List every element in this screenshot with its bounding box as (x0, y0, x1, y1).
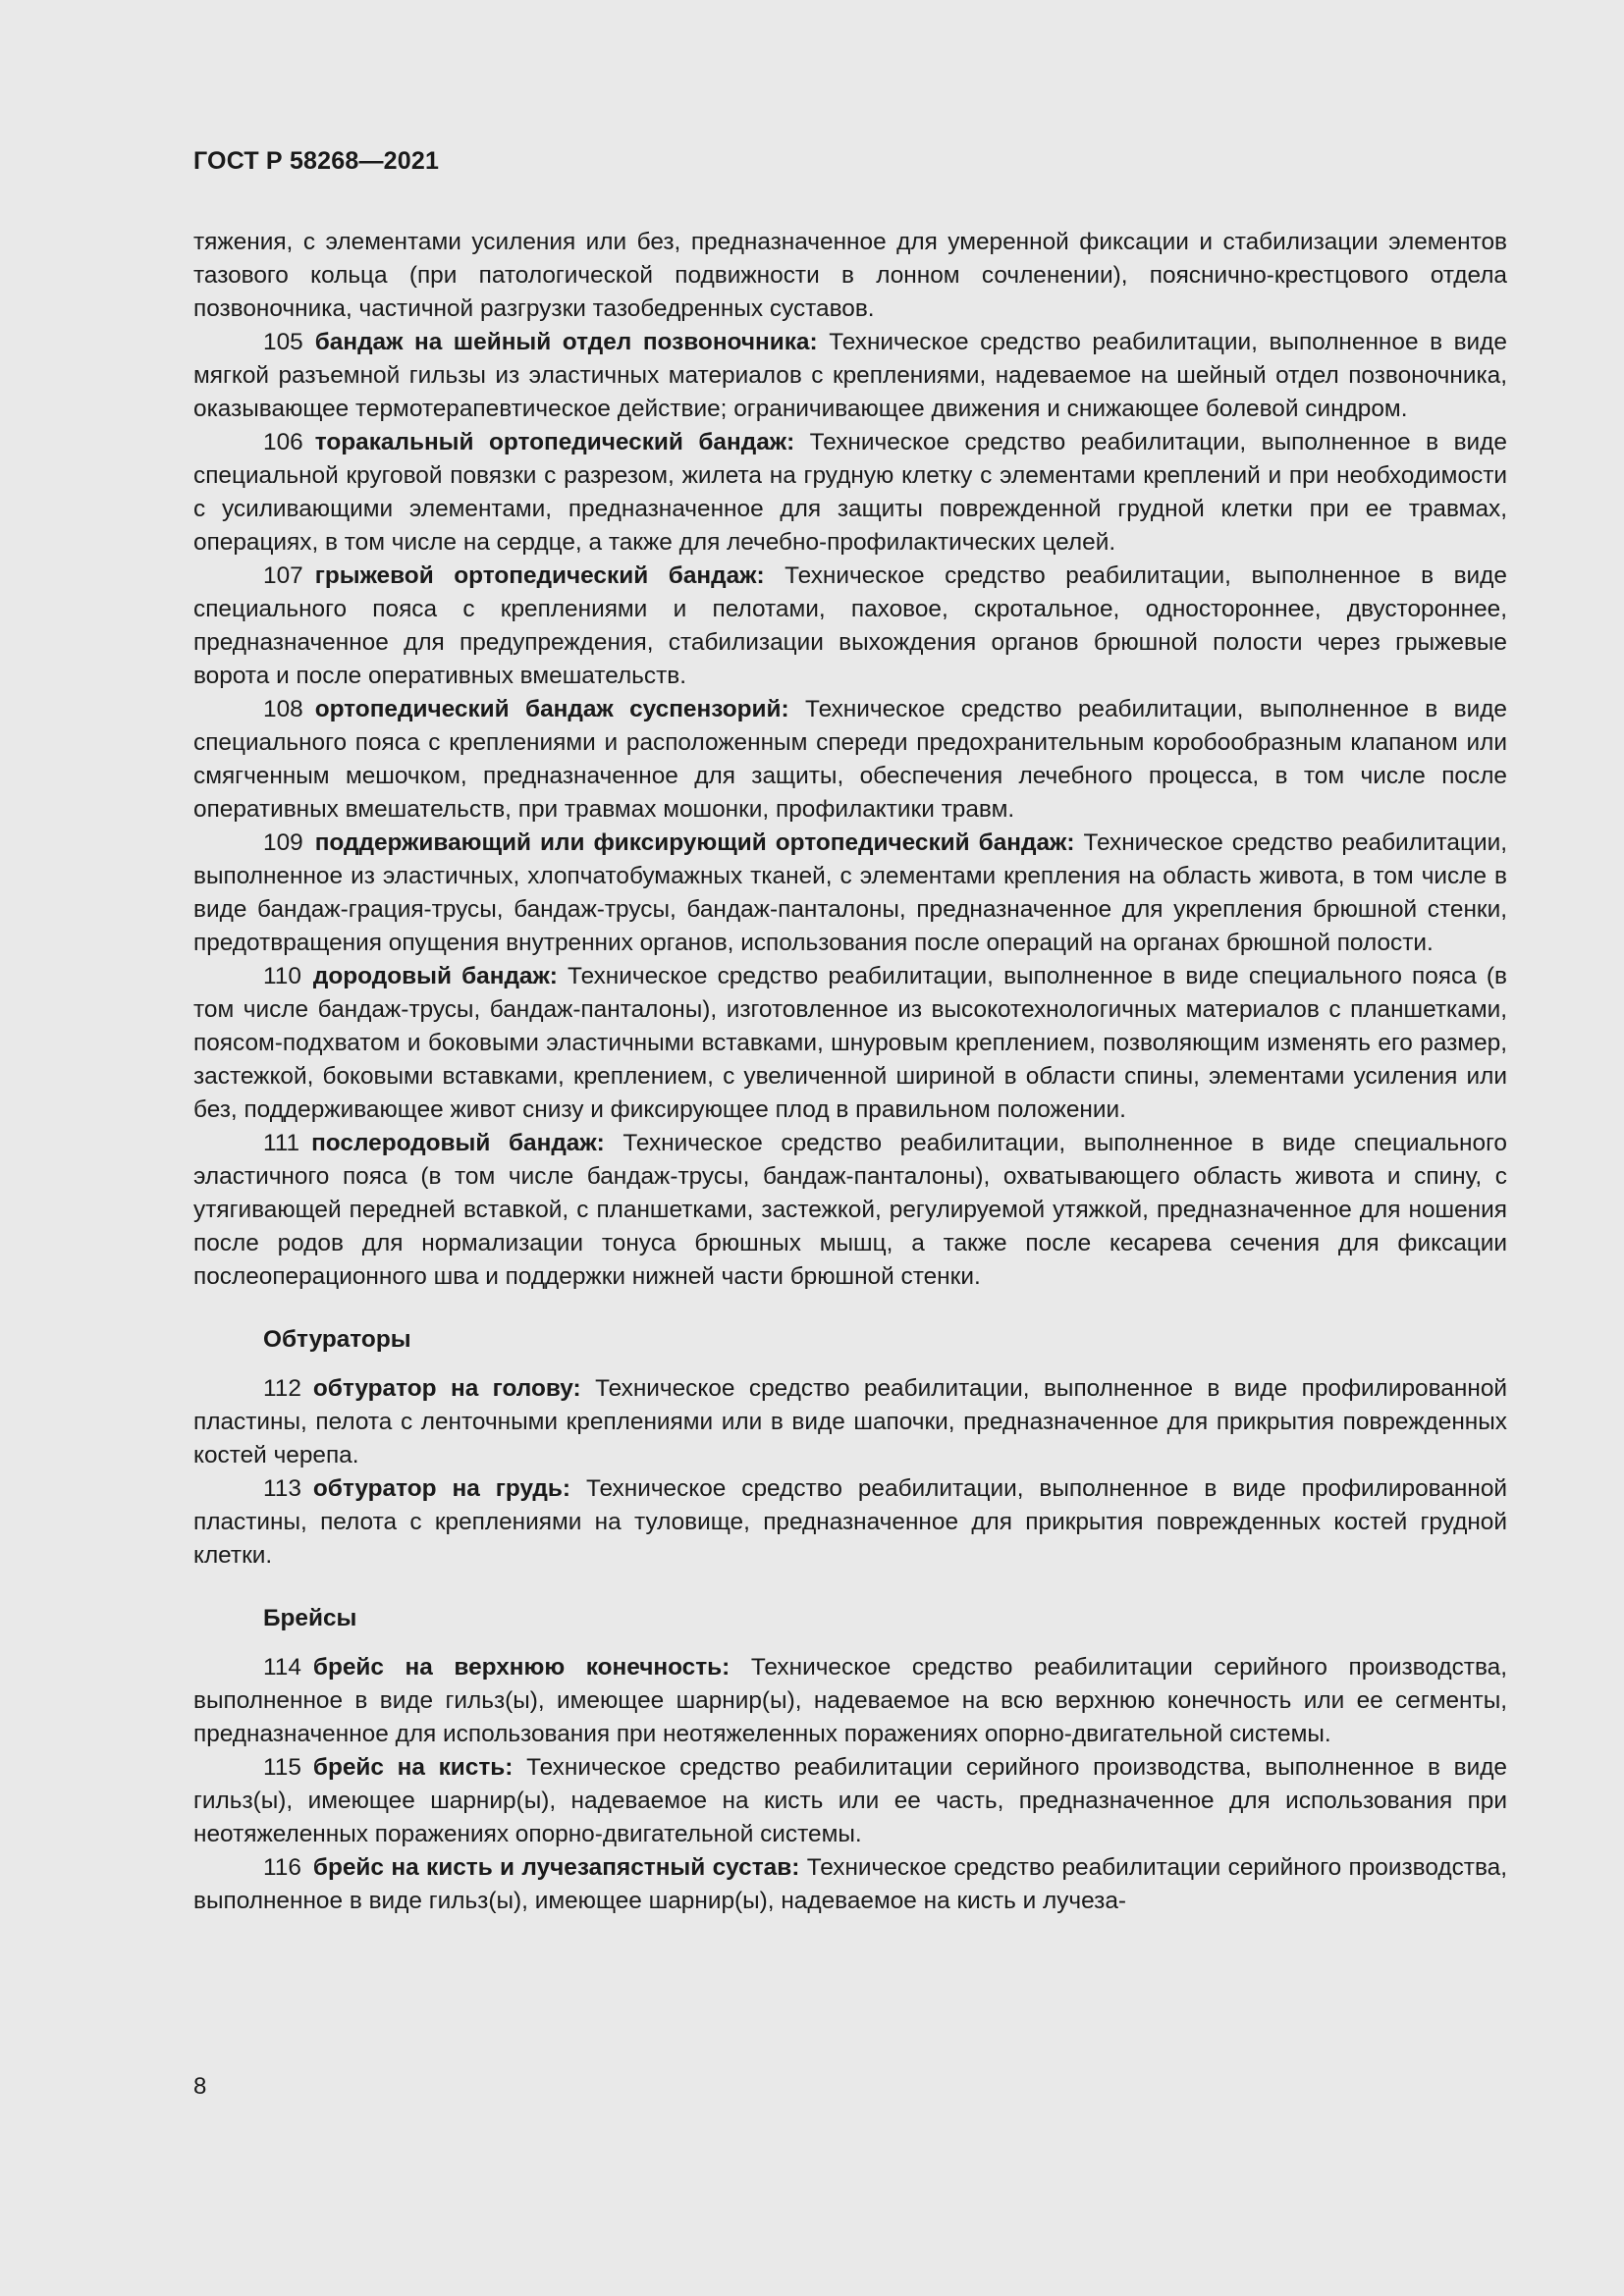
entry-definition: Техническое средство реабилитации, выполненное в виде специального эластичного пояса (в том числе бандаж-трусы, бандаж-панталоны), охватывающего область живота и спину, с утягивающей передней вставкой, с планшетками, застежкой, регулируемой утяжкой, предназначенное для ношения после родов для нормализации тонуса брюшных мышц, а также после кесарева сечения для фиксации послеоперационного шва и поддержки нижней части брюшной стенки. (193, 1130, 1507, 1290)
term-entry-105 (193, 326, 1507, 426)
entry-definition: Техническое средство реабилитации серийного производства, выполненное в виде гильз(ы), имеющее шарнир(ы), надеваемое на всю верхнюю конечность или ее сегменты, предназначенное для использования при неотяжеленных поражениях опорно-двигательной системы. (193, 1654, 1507, 1747)
document-body (193, 226, 1507, 1918)
entry-number: 113 (263, 1475, 301, 1502)
entry-definition: Техническое средство реабилитации, выполненное в виде профилированной пластины, пелота с креплениями на туловище, предназначенное для прикрытия поврежденных костей грудной клетки. (193, 1475, 1508, 1569)
term-entry-115 (193, 1751, 1507, 1851)
term-entry-116 (193, 1851, 1507, 1918)
entry-term: послеродовый бандаж: (311, 1130, 605, 1156)
entry-number: 109 (263, 829, 303, 856)
term-entry-111 (193, 1127, 1507, 1294)
entry-definition: Техническое средство реабилитации, выполненное в виде специального пояса (в том числе бандаж-трусы, бандаж-панталоны), изготовленное из высокотехнологичных материалов с планшетками, поясом-подхватом и боковыми эластичными вставками, шнуровым креплением, позволяющим изменять его размер, застежкой, боковыми вставками, креплением, с увеличенной шириной в области спины, элементами усиления или без, поддерживающее живот снизу и фиксирующее плод в правильном положении. (193, 963, 1507, 1123)
term-entry-107 (193, 560, 1507, 693)
entry-term: обтуратор на голову: (312, 1375, 581, 1402)
entry-number: 110 (263, 963, 301, 989)
entry-number: 116 (263, 1854, 301, 1881)
entry-term: дородовый бандаж: (312, 963, 558, 989)
entry-term: брейс на кисть и лучезапястный сустав: (312, 1854, 800, 1881)
entry-definition: Техническое средство реабилитации, выполненное в виде специальной круговой повязки с разрезом, жилета на грудную клетку с элементами креплений и при необходимости с усиливающими элементами, предназначенное для защиты поврежденной грудной клетки при ее травмах, операциях, в том числе на сердце, а также для лечебно-профилактических целей. (193, 429, 1507, 556)
continuation-paragraph: тяжения, с элементами усиления или без, предназначенное для умеренной фиксации и стабилизации элементов тазового кольца (при патологической подвижности в лонном сочленении), пояснично-крестцового отдела позвоночника, частичной разгрузки тазобедренных суставов. (193, 229, 1507, 322)
entry-number: 112 (263, 1375, 301, 1402)
entry-definition: Техническое средство реабилитации, выполненное из эластичных, хлопчатобумажных тканей, с элементами крепления на область живота, в том числе в виде бандаж-грация-трусы, бандаж-трусы, бандаж-панталоны, предназначенное для укрепления брюшной стенки, предотвращения опущения внутренних органов, использования после операций на органах брюшной полости. (193, 829, 1507, 956)
document-header: ГОСТ Р 58268—2021 (193, 147, 440, 175)
entry-term: ортопедический бандаж суспензорий: (314, 696, 789, 722)
term-entry-106 (193, 426, 1507, 560)
entry-definition: Техническое средство реабилитации серийного производства, выполненное в виде гильз(ы), имеющее шарнир(ы), надеваемое на кисть или ее часть, предназначенное для использования при неотяжеленных поражениях опорно-двигательной системы. (193, 1754, 1507, 1847)
entry-term: брейс на кисть: (312, 1754, 514, 1781)
entry-definition: Техническое средство реабилитации, выполненное в виде мягкой разъемной гильзы из эластичных материалов с креплениями, надеваемое на шейный отдел позвоночника, оказывающее термотерапевтическое действие; ограничивающее движения и снижающее болевой синдром. (193, 329, 1507, 422)
entry-definition: Техническое средство реабилитации серийного производства, выполненное в виде гильз(ы), имеющее шарнир(ы), надеваемое на кисть и лучеза- (193, 1854, 1507, 1914)
entry-term: грыжевой ортопедический бандаж: (314, 562, 765, 589)
entry-number: 107 (263, 562, 303, 589)
entry-number: 111 (263, 1130, 300, 1156)
term-entry-114 (193, 1651, 1507, 1751)
entry-number: 105 (263, 329, 303, 355)
section-heading-braces: Брейсы (263, 1605, 357, 1631)
entry-term: обтуратор на грудь: (312, 1475, 571, 1502)
entry-number: 115 (263, 1754, 301, 1781)
term-entry-112 (193, 1372, 1507, 1472)
entry-term: торакальный ортопедический бандаж: (314, 429, 795, 455)
page-number: 8 (193, 2073, 207, 2100)
term-entry-110 (193, 960, 1507, 1127)
entry-number: 114 (263, 1654, 301, 1681)
entry-term: брейс на верхнюю конечность: (312, 1654, 731, 1681)
section-heading-obturators: Обтураторы (263, 1326, 411, 1353)
entry-definition: Техническое средство реабилитации, выполненное в виде специального пояса с креплениями и расположенным спереди предохранительным коробообразным клапаном или смягченным мешочком, предназначенное для защиты, обеспечения лечебного процесса, в том числе после оперативных вмешательств, при травмах мошонки, профилактики травм. (193, 696, 1507, 823)
entry-number: 108 (263, 696, 303, 722)
entry-definition: Техническое средство реабилитации, выполненное в виде специального пояса с креплениями и пелотами, паховое, скротальное, одностороннее, двустороннее, предназначенное для предупреждения, стабилизации выхождения органов брюшной полости через грыжевые ворота и после оперативных вмешательств. (193, 562, 1507, 689)
entry-term: поддерживающий или фиксирующий ортопедический бандаж: (314, 829, 1075, 856)
entry-term: бандаж на шейный отдел позвоночника: (314, 329, 818, 355)
entry-number: 106 (263, 429, 303, 455)
entry-definition: Техническое средство реабилитации, выполненное в виде профилированной пластины, пелота с ленточными креплениями или в виде шапочки, предназначенное для прикрытия поврежденных костей черепа. (193, 1375, 1508, 1468)
term-entry-108 (193, 693, 1507, 827)
term-entry-109 (193, 827, 1507, 960)
term-entry-113 (193, 1472, 1507, 1573)
